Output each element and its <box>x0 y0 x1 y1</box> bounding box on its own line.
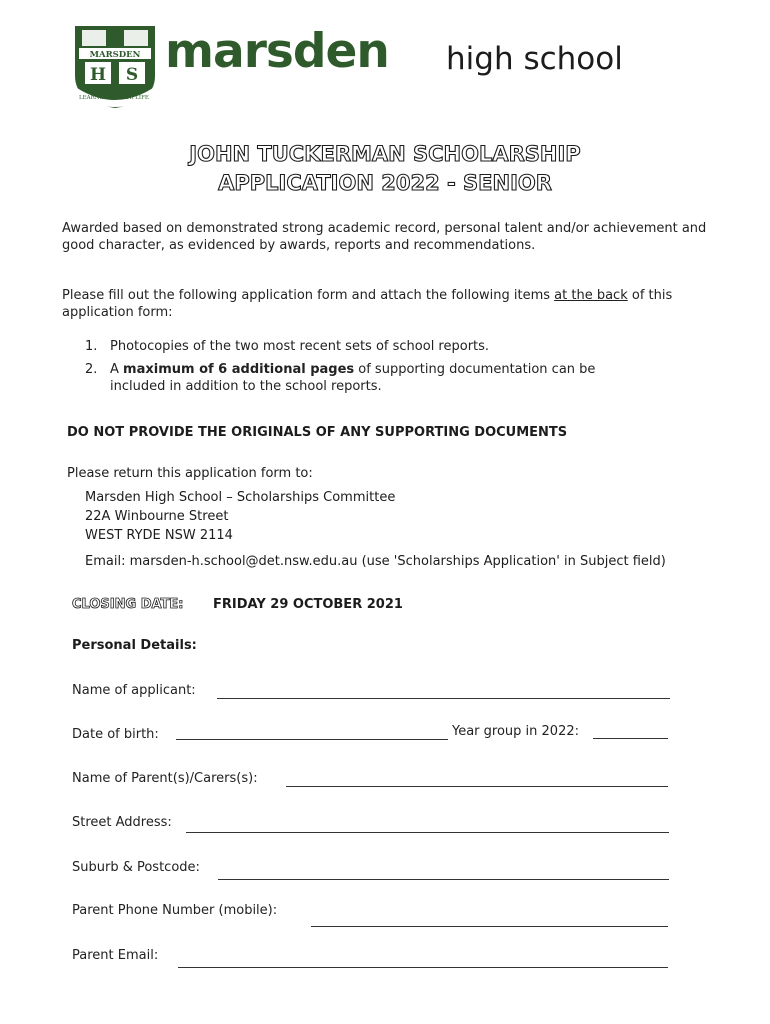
suburb-postcode-label: Suburb & Postcode: <box>72 860 200 875</box>
date-of-birth-field[interactable] <box>176 739 448 740</box>
street-address-label: Street Address: <box>72 815 172 830</box>
parent-phone-label: Parent Phone Number (mobile): <box>72 903 278 918</box>
return-label: Please return this application form to: <box>67 466 313 481</box>
list-item-text <box>110 361 650 395</box>
crest-motto-right: FOR LIFE <box>121 95 149 101</box>
address-line-2: 22A Winbourne Street <box>85 509 229 524</box>
list-item-number: 2. <box>85 362 98 377</box>
list-item <box>85 361 655 401</box>
crest-letter-s: S <box>125 65 139 85</box>
street-address-field[interactable] <box>186 832 669 833</box>
parent-name-field[interactable] <box>286 786 668 787</box>
address-line-3: WEST RYDE NSW 2114 <box>85 528 233 543</box>
parent-phone-field[interactable] <box>311 926 668 927</box>
crest-motto-left: LEARNING <box>79 95 111 101</box>
list-item-bold: maximum of 6 additional pages <box>123 362 355 377</box>
closing-date-value: FRIDAY 29 OCTOBER 2021 <box>213 597 403 612</box>
list-item-rest: of supporting documentation can be included in addition to the school reports. <box>110 362 596 394</box>
personal-details-heading: Personal Details: <box>72 638 197 653</box>
list-item-prefix: A <box>110 362 124 377</box>
address-line-1: Marsden High School – Scholarships Committee <box>85 490 396 505</box>
date-of-birth-label: Date of birth: <box>72 727 159 742</box>
list-item <box>85 338 655 358</box>
applicant-name-field[interactable] <box>217 698 670 699</box>
crest-top-text: MARSDEN <box>89 50 141 60</box>
closing-date-label: CLOSING DATE: <box>72 597 184 612</box>
suburb-postcode-field[interactable] <box>218 879 669 880</box>
year-group-label: Year group in 2022: <box>452 724 579 739</box>
intro-paragraph: Awarded based on demonstrated strong academic record, personal talent and/or achievement and good character, as evidenced by awards, reports and recommendations. <box>62 221 707 253</box>
parent-email-label: Parent Email: <box>72 948 159 963</box>
originals-warning: DO NOT PROVIDE THE ORIGINALS OF ANY SUPPORTING DOCUMENTS <box>67 425 568 440</box>
parent-name-label: Name of Parent(s)/Carers(s): <box>72 771 258 786</box>
form-title-line-2: APPLICATION 2022 - SENIOR <box>218 171 552 195</box>
instructions-text-after: of this application form: <box>62 288 673 320</box>
instructions-text-before: Please fill out the following application form and attach the following items <box>62 288 555 303</box>
brand-subtitle: high school <box>446 41 623 77</box>
instructions-underlined: at the back <box>554 288 628 303</box>
instructions-paragraph <box>62 287 722 321</box>
form-title-line-1: JOHN TUCKERMAN SCHOLARSHIP <box>189 142 581 166</box>
list-item-text: Photocopies of the two most recent sets of school reports. <box>110 339 490 354</box>
applicant-name-label: Name of applicant: <box>72 683 196 698</box>
list-item-number: 1. <box>85 339 98 354</box>
parent-email-field[interactable] <box>178 967 668 968</box>
return-email: Email: marsden-h.school@det.nsw.edu.au (use 'Scholarships Application' in Subject field) <box>85 554 666 569</box>
crest-letter-h: H <box>89 65 107 85</box>
school-crest-logo <box>73 24 157 110</box>
brand-name: marsden <box>165 24 389 79</box>
year-group-field[interactable] <box>593 738 668 739</box>
